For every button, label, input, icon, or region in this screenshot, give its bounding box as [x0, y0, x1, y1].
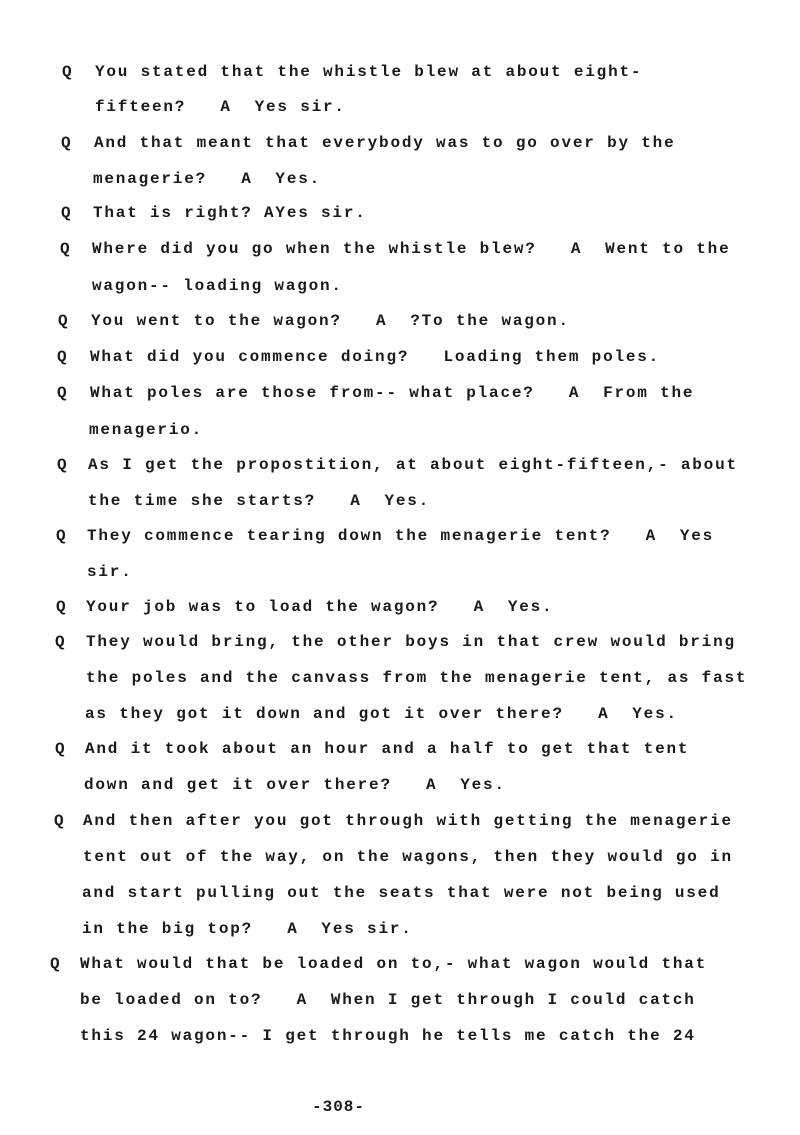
transcript-line: Where did you go when the whistle blew? A Went to the [92, 240, 731, 258]
transcript-line: What would that be loaded on to,- what wagon would that [80, 955, 708, 973]
speaker-label: Q [54, 812, 64, 830]
transcript-line: the poles and the canvass from the menagerie tent, as fast [86, 669, 748, 687]
transcript-line: As I get the propostition, at about eight-fifteen,- about [88, 456, 738, 474]
transcript-line: They commence tearing down the menagerie tent? A Yes [87, 527, 715, 545]
transcript-line: as they got it down and got it over there? A Yes. [85, 705, 678, 723]
speaker-label: Q [55, 633, 65, 651]
transcript-line: What poles are those from-- what place? A From the [90, 384, 695, 402]
transcript-line: down and get it over there? A Yes. [84, 776, 506, 794]
transcript-line: menagerio. [89, 421, 204, 439]
transcript-line: What did you commence doing? Loading them poles. [90, 348, 661, 366]
speaker-label: Q [62, 63, 72, 81]
speaker-label: Q [56, 598, 66, 616]
transcript-line: sir. [87, 563, 133, 581]
speaker-label: Q [58, 312, 68, 330]
transcript-line: And then after you got through with getting the menagerie [83, 812, 733, 830]
transcript-line: You stated that the whistle blew at about eight- [95, 63, 643, 81]
speaker-label: Q [50, 955, 60, 973]
transcript-line: That is right? AYes sir. [93, 204, 367, 222]
transcript-line: be loaded on to? A When I get through I could catch [80, 991, 696, 1009]
page-number: -308- [312, 1098, 366, 1116]
transcript-line: tent out of the way, on the wagons, then they would go in [83, 848, 733, 866]
transcript-line: the time she starts? A Yes. [88, 492, 431, 510]
transcript-line: You went to the wagon? A ?To the wagon. [91, 312, 570, 330]
speaker-label: Q [57, 348, 67, 366]
speaker-label: Q [61, 204, 71, 222]
transcript-line: menagerie? A Yes. [93, 170, 322, 188]
transcript-line: And it took about an hour and a half to get that tent [85, 740, 690, 758]
transcript-line: They would bring, the other boys in that crew would bring [86, 633, 736, 651]
transcript-line: Your job was to load the wagon? A Yes. [86, 598, 554, 616]
transcript-line: and start pulling out the seats that were not being used [82, 884, 721, 902]
speaker-label: Q [57, 384, 67, 402]
transcript-line: in the big top? A Yes sir. [82, 920, 413, 938]
speaker-label: Q [56, 527, 66, 545]
speaker-label: Q [57, 456, 67, 474]
transcript-line: And that meant that everybody was to go over by the [94, 134, 676, 152]
transcript-line: this 24 wagon-- I get through he tells me catch the 24 [80, 1027, 696, 1045]
speaker-label: Q [60, 240, 70, 258]
transcript-line: wagon-- loading wagon. [92, 277, 343, 295]
transcript-line: fifteen? A Yes sir. [95, 98, 346, 116]
speaker-label: Q [61, 134, 71, 152]
speaker-label: Q [55, 740, 65, 758]
